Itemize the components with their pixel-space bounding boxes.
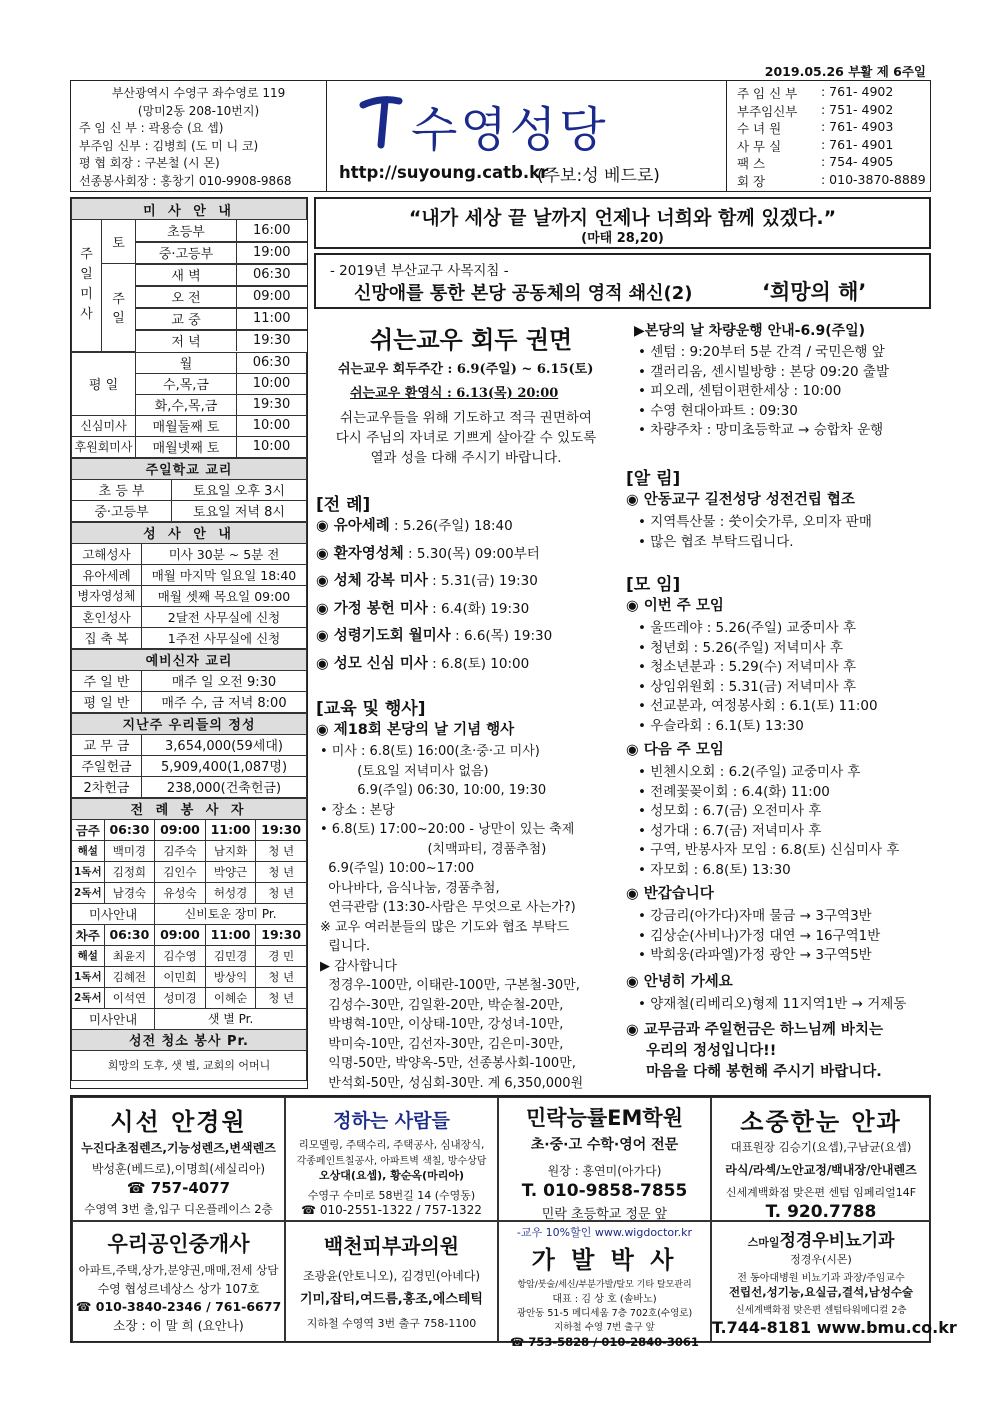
- contact-value: : 010-3870-8889: [821, 171, 926, 187]
- header-info: [71, 81, 327, 191]
- ministry-cell: 김수영: [155, 945, 206, 966]
- events-line: • 6.8(토) 17:00~20:00 - 낭만이 있는 축제: [320, 822, 575, 837]
- ministry-cell: 허성경: [205, 882, 256, 903]
- notice-head: ◉ 안동교구 길전성당 성전건립 협조: [626, 492, 855, 508]
- notice-list: [638, 510, 930, 549]
- ministry-cell: 청 년: [256, 987, 307, 1008]
- header-info-line: 선종봉사회장 : 홍창기 010-9908-9868: [79, 173, 292, 188]
- ad-wig: -교우 10%할인 www.wigdoctor.kr 가 발 박 사 항암/붓술/세신/부분가발/탈모 기타 탈모관리 대표 : 김 상 호 (솔바노) 광안동 51-5 메디세움 7층 702호(수영로) 지하철 수영 7번 출구 앞 ☎ 753-5828 / 010-2840-3061: [498, 1221, 711, 1343]
- ministry-cell: 최윤지: [104, 945, 155, 966]
- ministry-cell: 2독서: [72, 882, 105, 903]
- list-item: • 갤러리움, 센시빌방향 : 본당 09:20 출발: [638, 360, 930, 380]
- ministry-head-cell: 금주: [72, 819, 105, 840]
- right-column: [626, 314, 931, 1089]
- ministry-cell: 청 년: [256, 882, 307, 903]
- ministry-head-cell: 09:00: [155, 819, 206, 840]
- catechumen-table: 예비신자 교리 주 일 반 매주 일 오전 9:30 평 일 반 매주 수, 금 저녁 8:00: [71, 649, 307, 713]
- liturgy-item-time: : 6.6(목) 19:30: [450, 628, 553, 644]
- ad-academy: 민락능률EM학원 초·중·고 수학·영어 전문 원장 : 홍연미(아가다) T. 010-9858-7855 민락 초등학교 정문 앞: [498, 1097, 711, 1221]
- header: [70, 80, 931, 192]
- ministry-cell: 유성숙: [155, 882, 206, 903]
- ministry-cell: 김정희: [104, 861, 155, 882]
- list-item: • 수영 현대아파트 : 09:30: [638, 399, 930, 419]
- liturgy-item-time: : 6.4(화) 19:30: [427, 600, 530, 617]
- liturgy-item-time: : 6.8(토) 10:00: [427, 655, 530, 672]
- ministry-cell: 청 년: [256, 840, 307, 861]
- ministry-cell: 청 년: [256, 966, 307, 987]
- final-message: ◉ 교무금과 주일헌금은 하느님께 바치는 우리의 정성입니다!! 마음을 다해 봉헌해 주시기 바랍니다.: [626, 1022, 883, 1080]
- ministry-cell: 김인수: [155, 861, 206, 882]
- ad-dermatology: 백천피부과의원 조광윤(안토니오), 김경민(아녜다) 기미,잡티,여드름,홍조,에스테틱 지하철 수영역 3번 출구 758-1100: [285, 1221, 498, 1343]
- events-line: 반석회-50만, 성심회-30만. 계 6,350,000원: [320, 1075, 584, 1091]
- list-item: • 청년회 : 5.26(주일) 저녁미사 후: [638, 636, 930, 656]
- ministry-cell: 남지화: [205, 840, 256, 861]
- website-link[interactable]: http://suyoung.catb.kr: [339, 163, 549, 182]
- list-item: • 강금리(아가다)자매 물금 → 3구역3반: [638, 904, 930, 924]
- ministry-head-cell: 06:30: [104, 924, 155, 945]
- list-item: • 많은 협조 부탁드립니다.: [638, 530, 930, 550]
- events-line: (치맥파티, 경품추첨): [320, 841, 547, 857]
- contact-value: : 761- 4901: [821, 136, 894, 152]
- weekday-label: 평 일: [72, 352, 136, 415]
- ministry-cell: 박양근: [205, 861, 256, 882]
- parish-logo-icon: [359, 95, 405, 151]
- ministry-cell: 해설: [72, 840, 105, 861]
- liturgy-item-name: 성체 강복 미사: [333, 573, 428, 589]
- events-title: [교육 및 행사]: [316, 699, 426, 719]
- liturgy-item-name: 환자영성체: [333, 545, 404, 562]
- ad-interior: 정하는 사람들 리모델링, 주택수리, 주택공사, 심내장식, 각종페인트칠공사, 아파트벽 색칠, 방수상담 오상대(요셉), 황순옥(마리아) 수영구 수미로 58번길 14 (수영동) ☎ 010-2551-1322 / 757-1322: [285, 1097, 498, 1221]
- liturgy-item-time: : 5.31(금) 19:30: [427, 573, 538, 589]
- list-item: • 상임위원회 : 5.31(금) 저녁미사 후: [638, 675, 930, 695]
- resting-week: 쉬는교우 회두주간 : 6.9(주일) ~ 6.15(토): [338, 362, 594, 377]
- ministry-cell: 1독서: [72, 966, 105, 987]
- contact-value: : 754- 4905: [821, 154, 894, 169]
- events-line: 정경우-100만, 이태란-100만, 구본철-30만,: [320, 978, 580, 993]
- meetings-title: [모 임]: [626, 575, 681, 595]
- liturgy-item: ◉ 가정 봉헌 미사 : 6.4(화) 19:30: [316, 600, 530, 617]
- liturgy-item: ◉ 성체 강복 미사 : 5.31(금) 19:30: [316, 573, 538, 589]
- ministry-cell: 백미경: [104, 840, 155, 861]
- liturgy-title: [전 례]: [316, 495, 371, 515]
- list-item: • 차량주차 : 망미초등학교 → 승합차 운행: [638, 418, 930, 438]
- pastoral-line2: 신망애를 통한 본당 공동체의 영적 쇄신(2): [354, 283, 693, 304]
- list-item: • 성가대 : 6.7(금) 저녁미사 후: [638, 819, 930, 839]
- pastoral-line1: - 2019년 부산교구 사목지침 -: [330, 263, 509, 279]
- sunday-label: 주일: [102, 264, 136, 352]
- contact-value: : 761- 4903: [821, 119, 894, 134]
- header-logo-area: [329, 81, 723, 191]
- header-contacts: [726, 81, 930, 191]
- resting-welcome: 쉬는교우 환영식 : 6.13(목) 20:00: [350, 386, 559, 401]
- ministry-cell: 청 년: [256, 861, 307, 882]
- welcome-head: ◉ 반갑습니다: [626, 886, 714, 902]
- liturgy-item-name: 성모 신심 미사: [333, 655, 428, 672]
- mass-title: 미 사 안 내: [72, 199, 307, 220]
- meetings-next-list: [638, 760, 930, 877]
- ministry-cell: 해설: [72, 945, 105, 966]
- patron-saint: (주보:성 베드로): [537, 166, 660, 186]
- ministry-cell: 2독서: [72, 987, 105, 1008]
- pastoral-box: [314, 253, 931, 309]
- left-column: [70, 197, 308, 1089]
- contact-label: 사 무 실: [737, 138, 782, 154]
- events-line: 익명-50만, 박양옥-5만, 선종봉사회-100만,: [320, 1056, 576, 1071]
- liturgy-item: ◉ 유아세례 : 5.26(주일) 18:40: [316, 518, 513, 534]
- pastoral-line3: ‘희망의 해’: [762, 280, 867, 304]
- meetings-this-list: [638, 616, 930, 733]
- parish-name: 수영성당: [411, 102, 609, 158]
- contact-label: 수 녀 원: [737, 121, 782, 136]
- sacrament-table: 성 사 안 내 고해성사 미사 30분 ~ 5분 전 유아세례 매월 마지막 일요일 18:40 병자영성체 매월 셋째 목요일 09:00 혼인성사 2달전 사무실에 신청 집 축 복 1주전 사무실에 신청: [71, 522, 307, 649]
- school-table: 주일학교 교리 초 등 부 토요일 오후 3시 중·고등부 토요일 저녁 8시: [71, 458, 307, 522]
- events-line: 6.9(주일) 06:30, 10:00, 19:30: [320, 783, 547, 798]
- list-item: • 구역, 반봉사자 모임 : 6.8(토) 신심미사 후: [638, 838, 930, 858]
- contact-label: 팩 스: [737, 156, 766, 171]
- contact-label: 주 임 신 부: [737, 86, 798, 101]
- ad-glasses: 시선 안경원 누진다초점렌즈,기능성렌즈,변색렌즈 박성훈(베드로),이명희(세실리아) ☎ 757-4077 수영역 3번 출,입구 디온플레이스 2층: [72, 1097, 285, 1221]
- ministry-head-cell: 11:00: [205, 924, 256, 945]
- middle-column: [316, 314, 620, 1089]
- ministry-head-cell: 차주: [72, 924, 105, 945]
- quote-ref: (마태 28,20): [581, 231, 664, 246]
- list-item: • 양재철(리베리오)형제 11지역1반 → 거제동: [638, 992, 930, 1012]
- ministry-table: 전 례 봉 사 자 금주 06:30 09:00 11:00 19:30 해설 백미경 김주숙 남지화 청 년 1독서 김정희 김인수 박양근 청 년 2독서 남경숙 유성숙 허성경 청 년 미사안내 신비토운 장미 Pr. 차주 06:30 09:00 11:00 19:30 해설 최윤지 김수영 김민경 경 민 1독서 김혜전 이민희 방상익 청 년 2독서 이석연 성미경 이혜순 청 년 미사안내 샛 별 Pr. 성전 청소 봉사 Pr. 희망의 도후, 샛 별, 교회의 어머니: [71, 798, 307, 1081]
- list-item: • 우슬라회 : 6.1(토) 13:30: [638, 714, 930, 734]
- ministry-cell: 이혜순: [205, 987, 256, 1008]
- liturgy-list: [316, 514, 620, 679]
- events-line: ※ 교우 여러분들의 많은 기도와 협조 부탁드: [320, 919, 570, 935]
- events-line: (토요일 저녁미사 없음): [320, 763, 489, 779]
- list-item: • 선교분과, 여정봉사회 : 6.1(토) 11:00: [638, 694, 930, 714]
- ministry-head-cell: 06:30: [104, 819, 155, 840]
- list-item: • 성모회 : 6.7(금) 오전미사 후: [638, 799, 930, 819]
- list-item: • 센텀 : 9:20부터 5분 간격 / 국민은행 앞: [638, 340, 930, 360]
- liturgy-item-name: 유아세례: [333, 518, 390, 534]
- bye-list: [638, 992, 930, 1012]
- contact-label: 부주임신부: [737, 103, 798, 119]
- ad-eye-clinic: 소중한눈 안과 대표원장 김승기(요셉),구남균(요셉) 라식/라섹/노안교정/백내장/안내렌즈 신세계백화점 맞은편 센텀 임페리얼14F T. 920.7788: [711, 1097, 931, 1221]
- ministry-cell: 김민경: [205, 945, 256, 966]
- ministry-head-cell: 09:00: [155, 924, 206, 945]
- list-item: • 울뜨레야 : 5.26(주일) 교중미사 후: [638, 616, 930, 636]
- parking-title: ▶본당의 날 차량운행 안내-6.9(주일): [634, 323, 866, 339]
- quote-text: “내가 세상 끝 날까지 언제나 너희와 함께 있겠다.”: [408, 207, 837, 229]
- events-line: 6.9(주일) 10:00~17:00: [320, 861, 475, 876]
- events-line: • 장소 : 본당: [320, 802, 395, 818]
- contact-row: [727, 84, 930, 102]
- meetings-next-head: ◉ 다음 주 모임: [626, 742, 724, 758]
- events-line: 박병혁-10만, 이상태-10만, 강성녀-10만,: [320, 1017, 564, 1032]
- events-line: 립니다.: [320, 939, 371, 954]
- liturgy-item: ◉ 성령기도회 월미사 : 6.6(목) 19:30: [316, 628, 553, 644]
- notice-title: [알 림]: [626, 469, 681, 489]
- list-item: • 피오레, 센텀이편한세상 : 10:00: [638, 379, 930, 399]
- ministry-head-cell: 11:00: [205, 819, 256, 840]
- parking-list: [638, 340, 930, 438]
- events-line: 아나바다, 음식나눔, 경품추첨,: [320, 880, 500, 896]
- ministry-cell: 이석연: [104, 987, 155, 1008]
- resting-body: 쉬는교우들을 위해 기도하고 적극 권면하여 다시 주님의 자녀로 기쁘게 살아갈 수 있도록 열과 성을 다해 주시기 바랍니다.: [335, 410, 597, 466]
- date-line: 2019.05.26 부활 제 6주일: [764, 64, 926, 79]
- contact-row: [727, 172, 930, 190]
- events-line: 박미숙-10만, 김선자-30만, 김은미-30만,: [320, 1036, 564, 1052]
- ministry-cell: 김주숙: [155, 840, 206, 861]
- saturday-label: 토: [102, 220, 136, 264]
- events-lines: [320, 740, 620, 1091]
- header-info-line: 부주임 신부 : 김병희 (도 미 니 코): [79, 138, 259, 153]
- liturgy-item-time: : 5.26(주일) 18:40: [389, 518, 513, 534]
- welcome-list: [638, 904, 930, 963]
- contact-row: [727, 119, 930, 137]
- contact-row: [727, 154, 930, 172]
- events-line: ▶ 감사합니다: [320, 958, 397, 974]
- header-info-line: 부산광역시 수영구 좌수영로 119: [111, 86, 286, 100]
- ministry-cell: 김혜전: [104, 966, 155, 987]
- meetings-this-head: ◉ 이번 주 모임: [626, 598, 724, 614]
- resting-title: 쉬는교우 회두 권면: [370, 326, 573, 354]
- header-info-line: (망미2동 208-10번지): [137, 103, 260, 118]
- list-item: • 빈첸시오회 : 6.2(주일) 교중미사 후: [638, 760, 930, 780]
- bye-head: ◉ 안녕히 가세요: [626, 974, 733, 990]
- ministry-cell: 남경숙: [104, 882, 155, 903]
- list-item: • 자모회 : 6.8(토) 13:30: [638, 858, 930, 878]
- contact-row: [727, 102, 930, 120]
- list-item: • 지역특산물 : 쑷이숫가루, 오미자 판매: [638, 510, 930, 530]
- events-head: ◉ 제18회 본당의 날 기념 행사: [316, 722, 515, 738]
- mass-table: 미 사 안 내 주일미사 토 초등부 16:00 중·고등부 19:00 주일 새 벽 06:30 오 전 09:00 교 중 11:00 저 녁 19:30: [71, 198, 307, 352]
- header-info-line: 평 협 회장 : 구본철 (시 몬): [79, 156, 220, 170]
- ministry-cell: 1독서: [72, 861, 105, 882]
- liturgy-item-time: : 5.30(목) 09:00부터: [403, 545, 540, 562]
- ministry-cell: 성미경: [155, 987, 206, 1008]
- ads-area: [70, 1095, 957, 1349]
- ministry-head-cell: 19:30: [256, 819, 307, 840]
- list-item: • 전례꽃꽂이회 : 6.4(화) 11:00: [638, 780, 930, 800]
- list-item: • 김상순(사비나)가정 대연 → 16구역1반: [638, 924, 930, 944]
- contact-value: : 751- 4902: [821, 101, 894, 117]
- ministry-cell: 이민희: [155, 966, 206, 987]
- list-item: • 박희웅(라파엘)가정 광안 → 3구역5반: [638, 943, 930, 963]
- ad-realty: 우리공인중개사 아파트,주택,상가,분양권,매매,전세 상담 수영 협성르네상스 상가 107호 ☎ 010-3840-2346 / 761-6677 소장 : 이 말 희 (요안나): [72, 1221, 285, 1343]
- weekday-mass-table: 평 일 월 06:30 수,목,금 10:00 화,수,목,금 19:30 신심미사 매월둘째 토 10:00 후원회미사 매월넷째 토 10:00: [71, 352, 307, 458]
- contact-value: : 761- 4902: [821, 84, 894, 99]
- contact-row: [727, 137, 930, 155]
- ministry-cell: 방상익: [205, 966, 256, 987]
- liturgy-item: ◉ 성모 신심 미사 : 6.8(토) 10:00: [316, 655, 530, 672]
- events-line: • 미사 : 6.8(토) 16:00(초·중·고 미사): [320, 744, 540, 759]
- ad-urology: 스마일정경우비뇨기과 정경우(시몬) 전 동아대병원 비뇨기과 과장/주임교수 전립선,성기능,요실금,결석,남성수술 신세계백화점 맞은편 센텀타워메디컬 2층 T.744-8181 www.bmu.co.kr: [711, 1221, 931, 1343]
- list-item: • 청소년분과 : 5.29(수) 저녁미사 후: [638, 655, 930, 675]
- contact-label: 회 장: [737, 173, 766, 189]
- events-line: 연극관람 (13:30-사람은 무엇으로 사는가?): [320, 900, 576, 915]
- ministry-cell: 경 민: [256, 945, 307, 966]
- sunday-mass-label: 주일미사: [72, 220, 102, 352]
- quote-box: [314, 197, 931, 249]
- events-line: 김성수-30만, 김일환-20만, 박순철-20만,: [320, 997, 564, 1013]
- header-info-line: 주 임 신 부 : 곽용승 (요 셉): [79, 121, 224, 135]
- offering-table: 지난주 우리들의 정성 교 무 금 3,654,000(59세대) 주일헌금 5,909,400(1,087명) 2차헌금 238,000(건축헌금): [71, 713, 307, 798]
- ministry-head-cell: 19:30: [256, 924, 307, 945]
- liturgy-item-name: 성령기도회 월미사: [333, 628, 451, 644]
- liturgy-item: ◉ 환자영성체 : 5.30(목) 09:00부터: [316, 545, 540, 562]
- liturgy-item-name: 가정 봉헌 미사: [333, 600, 428, 617]
